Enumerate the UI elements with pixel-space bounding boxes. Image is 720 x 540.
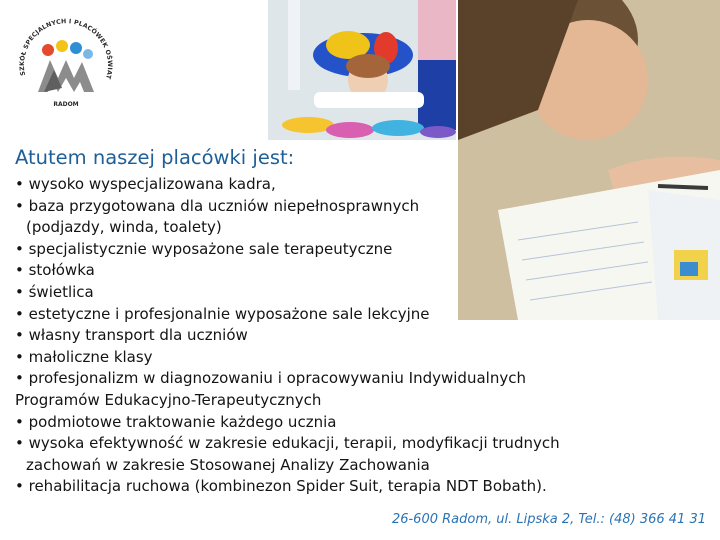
- list-item: • podmiotowe traktowanie każdego ucznia: [15, 412, 337, 431]
- logo-arc-text: SZKÓŁ SPECJALNYCH I PLACÓWEK OŚWIAT: [18, 18, 114, 80]
- list-item: • rehabilitacja ruchowa (kombinezon Spider Suit, terapia NDT Bobath).: [15, 477, 547, 496]
- list-item: • własny transport dla uczniów: [15, 326, 248, 345]
- address-footer: 26-600 Radom, ul. Lipska 2, Tel.: (48) 366 41 31: [391, 512, 706, 527]
- list-item-continuation: Programów Edukacyjno-Terapeutycznych: [15, 390, 322, 409]
- logo-city: RADOM: [53, 101, 79, 108]
- list-item: • baza przygotowana dla uczniów niepełnosprawnych (podjazdy, winda, toalety): [15, 196, 705, 239]
- advantages-list: [15, 174, 705, 498]
- list-item: • profesjonalizm w diagnozowaniu i opracowywaniu Indywidualnych Programów Edukacyjno-Terapeutycznych: [15, 368, 705, 411]
- list-item: • estetyczne i profesjonalnie wyposażone sale lekcyjne: [15, 304, 430, 323]
- list-item: • małoliczne klasy: [15, 347, 153, 366]
- list-item-continuation: zachowań w zakresie Stosowanej Analizy Zachowania: [26, 455, 430, 474]
- list-item: • stołówka: [15, 261, 95, 280]
- list-item: • wysoko wyspecjalizowana kadra,: [15, 175, 276, 193]
- list-item-continuation: (podjazdy, winda, toalety): [26, 218, 222, 237]
- list-item: • specjalistycznie wyposażone sale terapeutyczne: [15, 239, 393, 258]
- school-logo: [10, 8, 122, 120]
- list-item: • wysoka efektywność w zakresie edukacji, terapii, modyfikacji trudnych zachowań w zakresie Stosowanej Analizy Zachowania: [15, 433, 705, 476]
- list-item: • świetlica: [15, 282, 94, 301]
- therapy-room-photo: [268, 0, 456, 140]
- page-heading: Atutem naszej placówki jest:: [15, 146, 295, 169]
